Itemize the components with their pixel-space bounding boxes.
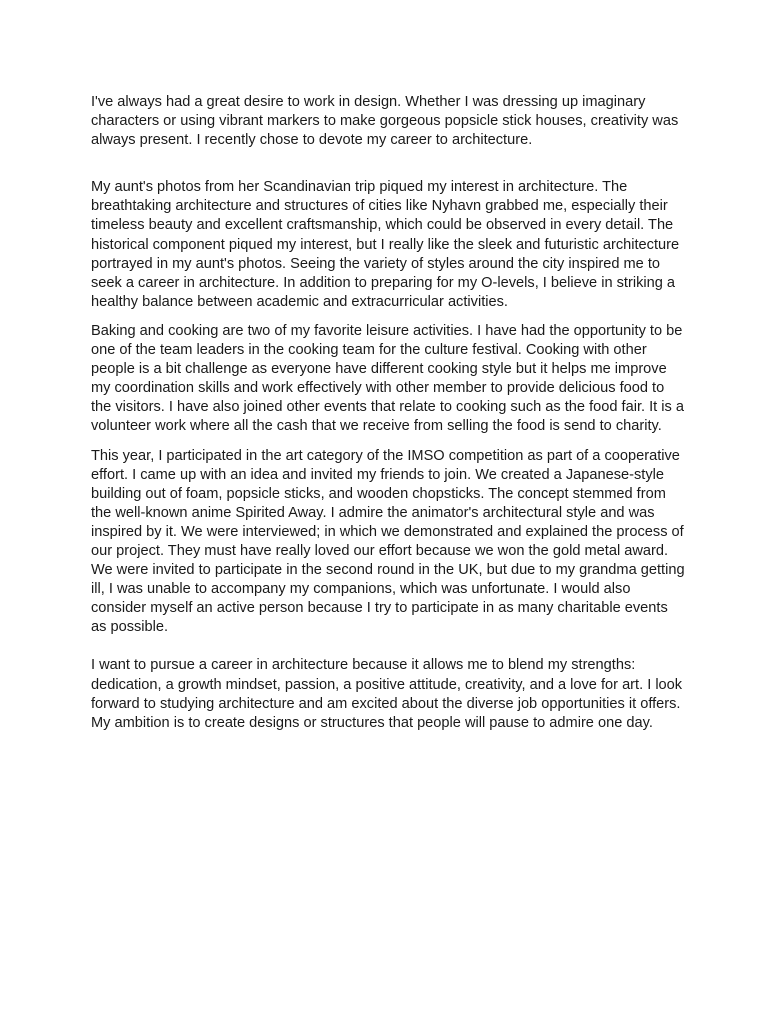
paragraph-conclusion: I want to pursue a career in architecture because it allows me to blend my strengths: dedication, a growth mindset, passion, a positive attitude, creativity, and a love for art. I look forward to studying architecture and am excited about the diverse job opportunities it offers. My ambition is to create designs or structures that people will pause to admire one day.	[91, 657, 683, 731]
paragraph-imso-competition: This year, I participated in the art category of the IMSO competition as part of a cooperative effort. I came up with an idea and invited my friends to join. We created a Japanese-style building out of foam, popsicle sticks, and wooden chopsticks. The concept stemmed from the well-known anime Spirited Away. I admire the animator's architectural style and was inspired by it. We were interviewed; in which we demonstrated and explained the process of our project. They must have really loved our effort because we won the gold metal award. We were invited to participate in the second round in the UK, but due to my grandma getting ill, I was unable to accompany my companions, which was unfortunate. I would also consider myself an active person because I try to participate in as many charitable events as possible.	[91, 447, 685, 636]
document-body	[91, 93, 685, 733]
paragraph-cooking: Baking and cooking are two of my favorite leisure activities. I have had the opportunity to be one of the team leaders in the cooking team for the culture festival. Cooking with other people is a bit challenge as everyone have different cooking style but it helps me improve my coordination skills and work effectively with other member to provide delicious food to the visitors. I have also joined other events that relate to cooking such as the food fair. It is a volunteer work where all the cash that we receive from selling the food is send to charity.	[91, 322, 685, 435]
paragraph-scandinavian-trip: My aunt's photos from her Scandinavian trip piqued my interest in architecture. The breathtaking architecture and structures of cities like Nyhavn grabbed me, especially their timeless beauty and excellent craftsmanship, which could be observed in every detail. The historical component piqued my interest, but I really like the sleek and futuristic architecture portrayed in my aunt's photos. Seeing the variety of styles around the city inspired me to seek a career in architecture. In addition to preparing for my O-levels, I believe in striking a healthy balance between academic and extracurricular activities.	[91, 179, 680, 310]
paragraph-intro: I've always had a great desire to work in design. Whether I was dressing up imaginary characters or using vibrant markers to make gorgeous popsicle stick houses, creativity was always present. I recently chose to devote my career to architecture.	[91, 94, 679, 149]
